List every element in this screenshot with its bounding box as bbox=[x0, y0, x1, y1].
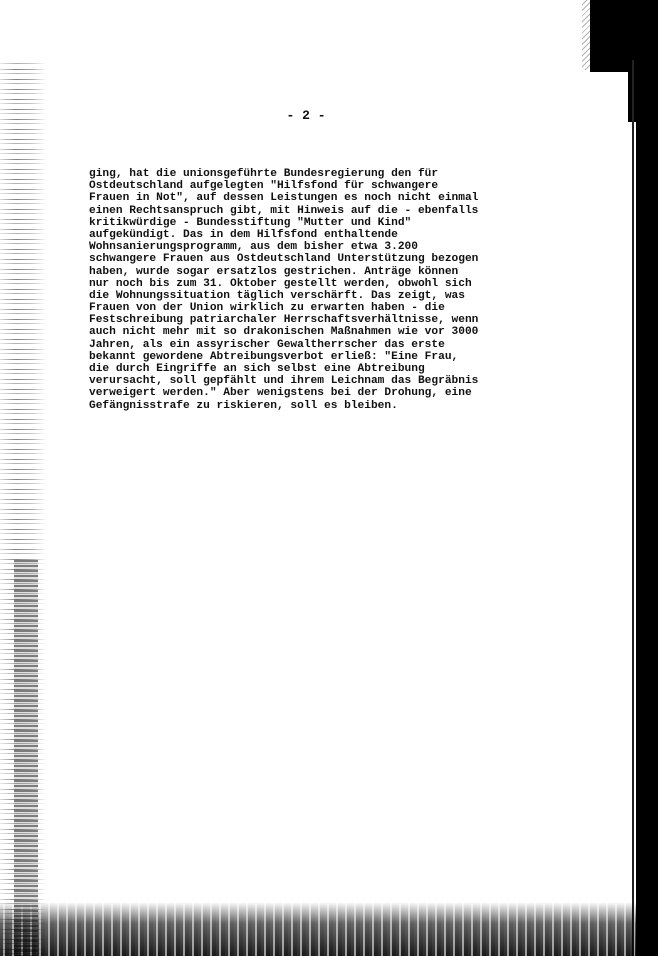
text-line: die Wohnungssituation täglich verschärft. Das zeigt, was bbox=[89, 289, 465, 302]
text-line: verursacht, soll gepfählt und ihrem Leichnam das Begräbnis bbox=[89, 375, 479, 388]
text-line: Wohnsanierungsprogramm, aus dem bisher etwa 3.200 bbox=[89, 241, 418, 254]
text-line: Frauen in Not", auf dessen Leistungen es noch nicht einmal bbox=[89, 192, 479, 205]
scan-top-right-noise bbox=[582, 0, 628, 70]
scan-top-paper bbox=[0, 0, 590, 72]
text-line: Festschreibung patriarchaler Herrschaftsverhältnisse, wenn bbox=[89, 314, 479, 327]
text-line: kritikwürdige - Bundesstiftung "Mutter und Kind" bbox=[89, 216, 412, 229]
body-paragraph bbox=[89, 168, 529, 412]
text-line: bekannt gewordene Abtreibungsverbot erließ: "Eine Frau, bbox=[89, 350, 459, 363]
text-line: schwangere Frauen aus Ostdeutschland Unterstützung bezogen bbox=[89, 253, 479, 266]
text-line: einen Rechtsanspruch gibt, mit Hinweis auf die - ebenfalls bbox=[89, 204, 479, 217]
text-line: nur noch bis zum 31. Oktober gestellt werden, obwohl sich bbox=[89, 277, 472, 290]
text-line: haben, wurde sogar ersatzlos gestrichen. Anträge können bbox=[89, 265, 459, 278]
text-line: Frauen von der Union wirklich zu erwarten haben - die bbox=[89, 302, 445, 315]
scan-left-border-dark bbox=[14, 560, 38, 956]
text-line: verweigert werden." Aber wenigstens bei der Drohung, eine bbox=[89, 387, 472, 400]
scan-right-border bbox=[636, 110, 658, 956]
scan-right-paper-edge bbox=[632, 60, 634, 956]
text-line: aufgekündigt. Das in dem Hilfsfond enthaltende bbox=[89, 228, 398, 241]
text-line: Ostdeutschland aufgelegten "Hilfsfond für schwangere bbox=[89, 180, 439, 193]
text-line: auch nicht mehr mit so drakonischen Maßnahmen wie vor 3000 bbox=[89, 326, 479, 339]
text-line: Gefängnisstrafe zu riskieren, soll es bleiben. bbox=[89, 399, 398, 412]
scan-bottom-border bbox=[0, 902, 636, 956]
text-line: ging, hat die unionsgeführte Bundesregierung den für bbox=[89, 168, 439, 180]
text-line: die durch Eingriffe an sich selbst eine Abtreibung bbox=[89, 363, 425, 375]
page-number: - 2 - bbox=[286, 108, 326, 123]
text-line: Jahren, als ein assyrischer Gewaltherrscher das erste bbox=[89, 338, 445, 351]
